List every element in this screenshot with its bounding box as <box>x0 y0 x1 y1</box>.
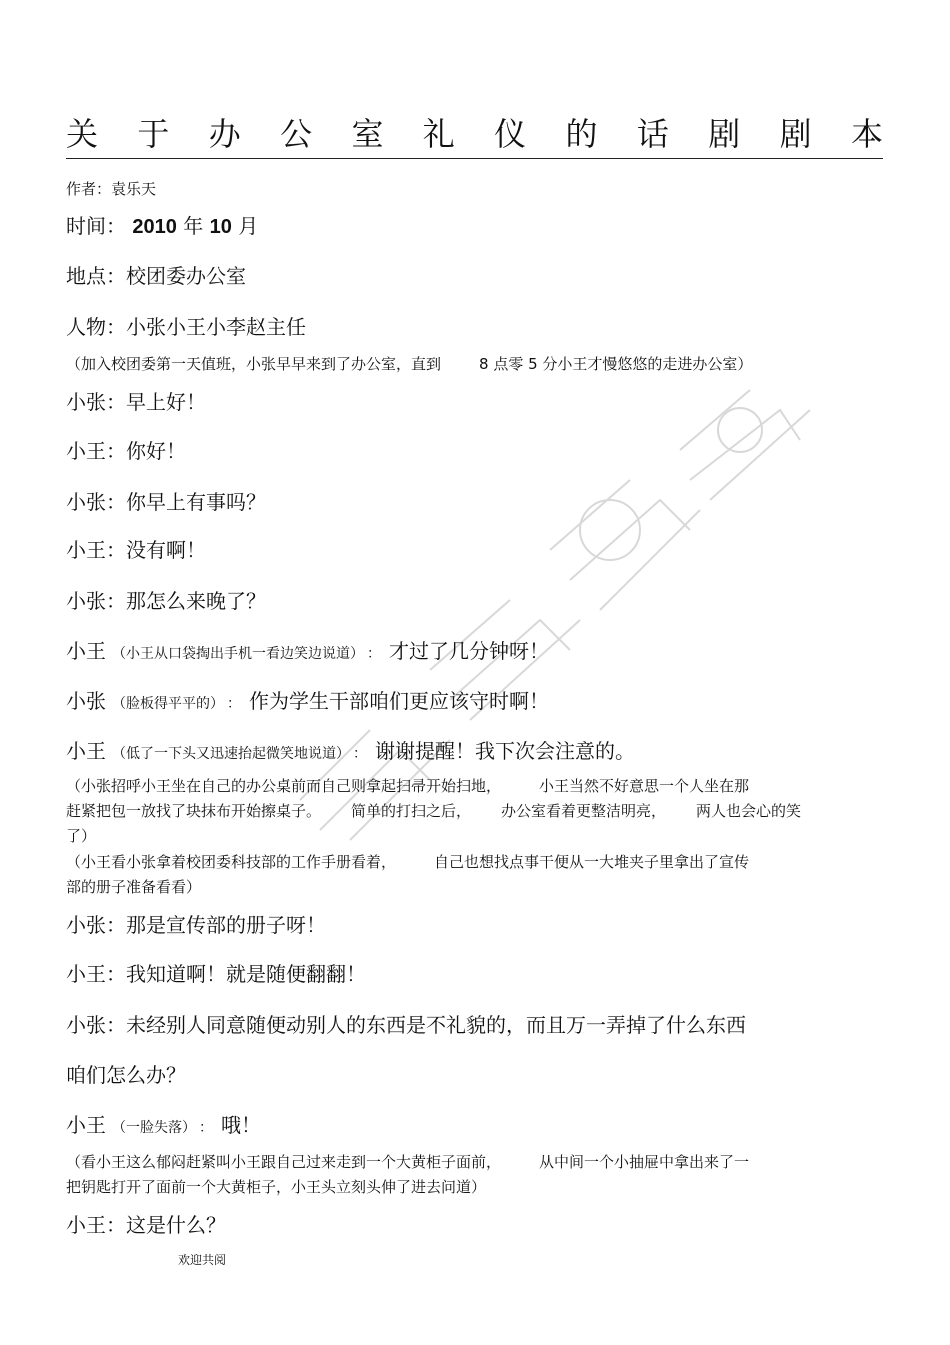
dialogue-line: 咱们怎么办？ <box>66 1063 186 1087</box>
colon: ： <box>199 1120 213 1136</box>
speech: 作为学生干部咱们更应该守时啊！ <box>249 689 549 713</box>
intro-part: 8 点零 5 分小王才慢悠悠的走进办公室） <box>479 355 753 373</box>
note-part: 简单的打扫之后， <box>351 802 472 820</box>
title-char: 本 <box>850 115 883 153</box>
dialogue-line <box>66 738 635 767</box>
title-char: 室 <box>351 115 384 153</box>
dialogue-line <box>66 1112 261 1141</box>
stage-direction-note <box>66 850 881 900</box>
title-char: 剧 <box>708 115 741 153</box>
dialogue-line: 小张：未经别人同意随便动别人的东西是不礼貌的，而且万一弄掉了什么东西 <box>66 1013 746 1037</box>
place-line: 地点：校团委办公室 <box>66 264 246 288</box>
title-char: 于 <box>137 115 170 153</box>
time-year: 2010 <box>132 216 177 238</box>
note-part: 部的册子准备看看） <box>66 878 202 896</box>
stage-aside: （小王从口袋掏出手机一看边笑边说道） <box>112 646 357 662</box>
intro-part: （加入校团委第一天值班，小张早早来到了办公室，直到 <box>66 355 442 373</box>
title-char: 办 <box>208 115 241 153</box>
dialogue-line: 小张：那是宣传部的册子呀！ <box>66 913 326 937</box>
title-char: 礼 <box>422 115 455 153</box>
note-part: 把钥匙打开了面前一个大黄柜子，小王头立刻头伸了进去问道） <box>66 1178 487 1196</box>
dialogue-line: 小张：你早上有事吗？ <box>66 490 266 514</box>
colon: ： <box>367 646 381 662</box>
dialogue-line: 小张：早上好！ <box>66 390 206 414</box>
speaker: 小王 <box>66 639 106 663</box>
stage-aside: （一脸失落） <box>112 1120 189 1136</box>
speaker: 小王 <box>66 739 106 763</box>
stage-direction-note <box>66 774 881 849</box>
time-month: 10 <box>209 216 232 238</box>
note-part: 自己也想找点事干便从一大堆夹子里拿出了宣传 <box>434 853 750 871</box>
note-part: 从中间一个小抽屉中拿出来了一 <box>539 1153 750 1171</box>
speech: 谢谢提醒！我下次会注意的。 <box>375 739 635 763</box>
title-char: 的 <box>565 115 598 153</box>
dialogue-line: 小王：没有啊！ <box>66 538 206 562</box>
note-part: （看小王这么郁闷赶紧叫小王跟自己过来走到一个大黄柜子面前， <box>66 1153 502 1171</box>
speech: 哦！ <box>221 1113 261 1137</box>
speech: 才过了几分钟呀！ <box>389 639 549 663</box>
note-part: 小王当然不好意思一个人坐在那 <box>539 777 750 795</box>
dialogue-line: 小王：这是什么？ <box>66 1213 226 1237</box>
note-part: （小王看小张拿着校团委科技部的工作手册看着， <box>66 853 397 871</box>
title-char: 仪 <box>494 115 527 153</box>
speaker: 小王 <box>66 1113 106 1137</box>
dialogue-line: 小王：我知道啊！就是随便翻翻！ <box>66 962 366 986</box>
title-char: 关 <box>66 115 99 153</box>
stage-direction-intro <box>66 354 752 374</box>
colon: ： <box>353 746 367 762</box>
note-part: 赶紧把包一放找了块抹布开始擦桌子。 <box>66 802 322 820</box>
time-label: 时间： <box>66 214 126 238</box>
note-part: 了） <box>66 827 97 845</box>
title-char: 公 <box>280 115 313 153</box>
title-char: 话 <box>636 115 669 153</box>
note-part: 办公室看着更整洁明亮， <box>501 802 667 820</box>
dialogue-line <box>66 688 549 717</box>
stage-direction-note <box>66 1150 881 1200</box>
characters-line: 人物：小张小王小李赵主任 <box>66 315 306 339</box>
stage-aside: （低了一下头又迅速抬起微笑地说道） <box>112 746 343 762</box>
author-line: 作者：袁乐天 <box>66 180 157 198</box>
time-month-unit: 月 <box>238 214 259 238</box>
dialogue-line: 小张：那怎么来晚了？ <box>66 589 266 613</box>
note-part: （小张招呼小王坐在自己的办公桌前而自己则拿起扫帚开始扫地， <box>66 777 502 795</box>
document-title <box>66 112 883 159</box>
dialogue-line <box>66 638 549 667</box>
colon: ： <box>227 696 241 712</box>
time-line <box>66 213 258 240</box>
speaker: 小张 <box>66 689 106 713</box>
page-footer: 欢迎共阅 <box>178 1253 227 1267</box>
dialogue-line: 小王：你好！ <box>66 439 186 463</box>
time-year-unit: 年 <box>183 214 204 238</box>
stage-aside: （脸板得平平的） <box>112 696 217 712</box>
note-part: 两人也会心的笑 <box>696 802 802 820</box>
title-char: 剧 <box>779 115 812 153</box>
